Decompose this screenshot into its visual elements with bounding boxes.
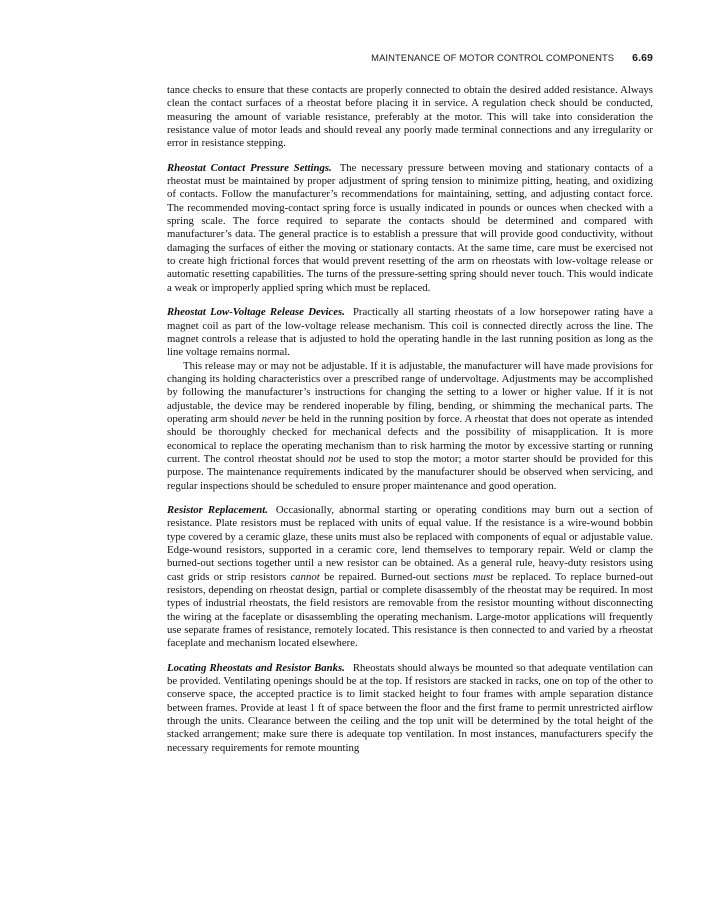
text-run: Occasionally, abnormal starting or operating conditions may burn out a section of resistance. Plate resistors must be replaced with units of equal value. If the resistance is a wire-wound bobbin type covered by a ceramic glaze, these units must also be replaced with components of equal or adjustable value. Edge-wound resistors, supported in a ceramic core, lend themselves to temporary repair. Weld or clamp the burned-out sections together until a new resistor can be obtained. As a general rule, heavy-duty resistors using cast grids or strip resistors (167, 503, 653, 583)
page-number: 6.69 (632, 52, 653, 64)
resistor-replacement-paragraph (167, 504, 653, 651)
text-run: be used to stop the motor; a motor starter should be provided for this purpose. The maintenance requirements indicated by the manufacturer should be observed when servicing, and regular inspections should be scheduled to ensure proper maintenance and good operation. (167, 452, 653, 492)
paragraph-body: Practically all starting rheostats of a low horsepower rating have a magnet coil as part of the low-voltage release mechanism. This coil is connected directly across the line. The magnet controls a release that is adjusted to hold the operating handle in the last running position as long as the line voltage remains normal. (167, 306, 653, 359)
running-header (167, 52, 653, 70)
paragraph-body: The necessary pressure between moving and stationary contacts of a rheostat must be maintained by proper adjustment of spring tension to minimize pitting, heating, and oxidizing of contacts. Follow the manufacturer’s recommendations for maintaining, setting, and adjusting contact force. The recommended moving-contact spring force is usually indicated in pounds or ounces when checked with a spring scale. The force required to separate the contacts should be determined and compared with manufacturer’s data. The general practice is to establish a pressure that will provide good conductivity, without damaging the surfaces of either the moving or stationary contacts. At the same time, care must be exercised not to create high frictional forces that would prevent resetting of the arm on rheostats with low-voltage release or automatic resetting capabilities. The turns of the pressure-setting spring should never touch. This would indicate a weak or improperly applied spring which must be replaced. (167, 161, 653, 294)
low-voltage-release-paragraph-2 (167, 360, 653, 493)
emphasis: never (261, 412, 286, 425)
section-contact-pressure (167, 162, 653, 295)
running-title: MAINTENANCE OF MOTOR CONTROL COMPONENTS (371, 52, 615, 63)
section-resistor-replacement (167, 504, 653, 651)
emphasis: not (327, 452, 342, 465)
text-run: be held in the running position by force. A rheostat that does not operate as intended should be thoroughly checked for mechanical defects and the possibility of misapplication. It is more economical to replace the operating mechanism than to risk harming the motor by excessive starting or running current. The control rheostat should (167, 412, 653, 465)
contact-pressure-paragraph (167, 162, 653, 295)
section-heading: Rheostat Contact Pressure Settings. (167, 161, 332, 174)
continuation-section (167, 84, 653, 151)
text-run: This release may or may not be adjustable. If it is adjustable, the manufacturer will have made provisions for changing its holding characteristics over a prescribed range of undervoltage. Adjustments may be accomplished by following the manufacturer’s instructions for changing the setting to a lower or higher value. If it is not adjustable, the device may be rendered inoperable by filing, bending, or shimming the mechanical parts. The operating arm should (167, 359, 653, 425)
locating-rheostats-paragraph (167, 662, 653, 755)
continuation-paragraph: tance checks to ensure that these contacts are properly connected to obtain the desired added resistance. Always clean the contact surfaces of a rheostat before placing it in service. A regulation check should be conducted, measuring the amount of variable resistance, preferably at the motor. This will take into consideration the resistance value of motor leads and should reveal any poorly made terminal connections and any irregularity or error in resistance stepping. (167, 84, 653, 150)
paragraph-body: Rheostats should always be mounted so that adequate ventilation can be provided. Ventilating openings should be at the top. If resistors are stacked in racks, one on top of the other to conserve space, the accepted practice is to limit stacked height to four frames with ample separation distance between frames. Provide at least 1 ft of space between the floor and the first frame to permit unrestricted airflow through the units. Clearance between the ceiling and the top unit will be determined by the total height of the stacked arrangement; make sure there is adequate top ventilation. In most instances, manufacturers specify the necessary requirements for remote mounting (167, 661, 653, 754)
section-heading: Rheostat Low-Voltage Release Devices. (167, 306, 345, 319)
section-locating-rheostats (167, 662, 653, 755)
text-run: be replaced. To replace burned-out resistors, depending on rheostat design, partial or complete disassembly of the rheostat may be required. In most types of industrial rheostats, the field resistors are removable from the resistor mounting without disconnecting the wiring at the faceplate or disassembling the operating mechanism. Large-motor applications will frequently use separate frames of resistance, remotely located. This resistance is then connected to and varied by a rheostat faceplate and mechanism located elsewhere. (167, 570, 654, 650)
emphasis: cannot (290, 570, 320, 583)
section-heading: Resistor Replacement. (167, 503, 268, 516)
emphasis: must (472, 570, 494, 583)
low-voltage-release-paragraph (167, 306, 653, 359)
section-heading: Locating Rheostats and Resistor Banks. (167, 661, 345, 674)
document-page (167, 52, 653, 755)
section-low-voltage-release (167, 306, 653, 493)
text-run: be repaired. Burned-out sections (319, 570, 473, 583)
